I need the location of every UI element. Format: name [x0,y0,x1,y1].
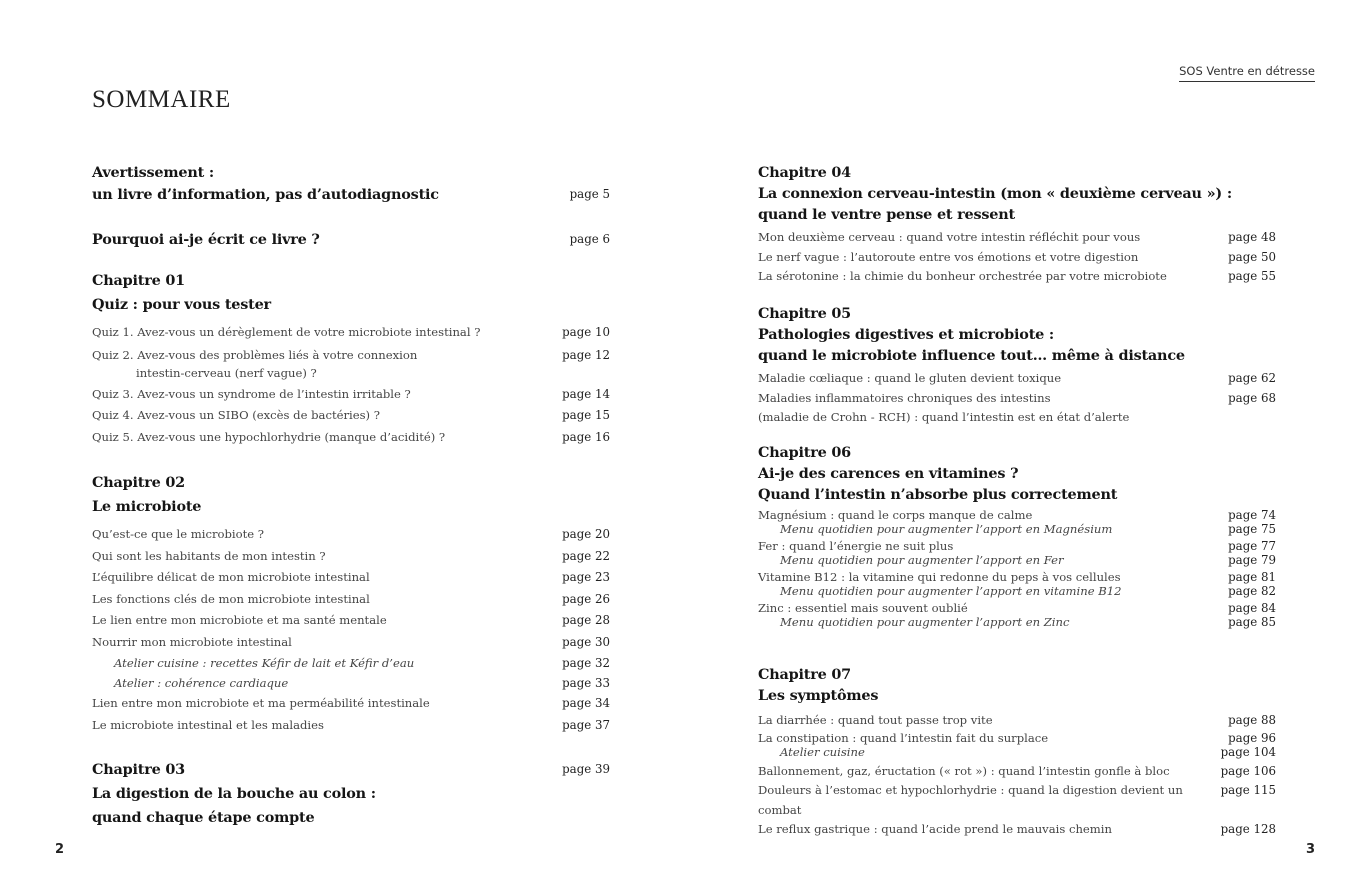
page-number: page 15 [562,408,610,422]
toc-entry-pourquoi [92,229,610,251]
page-number: page 30 [562,634,610,649]
chapter-title-line: La digestion de la bouche au colon : [92,785,376,802]
page-number: page 28 [562,613,610,627]
chapter-title-line: quand le microbiote influence tout… même à distance [758,347,1185,364]
chapter-07 [758,664,1276,840]
page-number: page 62 [1228,371,1276,385]
toc-item[interactable]: Les fonctions clés de mon microbiote intestinal page 26 [92,589,610,611]
toc-item[interactable]: La constipation : quand l’intestin fait du surplace page 96 [758,730,1276,745]
page-number: page 84 [1228,601,1276,615]
chapter-label: Chapitre 04 [758,164,851,181]
toc-item[interactable]: La diarrhée : quand tout passe trop vite page 88 [758,711,1276,731]
page-number: page 5 [569,187,610,201]
entry-title-line: Avertissement : [92,164,214,181]
page-number: page 50 [1228,249,1276,264]
page-number: page 33 [562,676,610,690]
toc-entry-avertissement [92,162,610,206]
chapter-items [758,711,1276,840]
chapter-items [758,228,1276,287]
toc-item[interactable]: Le microbiote intestinal et les maladies page 37 [92,715,610,737]
chapter-title-line: La connexion cerveau-intestin (mon « deuxième cerveau ») : [758,185,1232,202]
toc-item[interactable]: Mon deuxième cerveau : quand votre intestin réfléchit pour vous page 48 [758,228,1276,248]
chapter-label: Chapitre 02 [92,474,185,491]
chapter-label: Chapitre 01 [92,272,185,289]
toc-item[interactable]: Quiz 4. Avez-vous un SIBO (excès de bactéries) ? page 15 [92,405,610,427]
page-number: page 115 [1220,783,1276,797]
chapter-02 [92,472,610,736]
page-number: page 37 [562,717,610,732]
page-number: page 6 [569,232,610,246]
toc-item[interactable]: Qu’est-ce que le microbiote ? page 20 [92,524,610,546]
page-number: page 88 [1228,713,1276,727]
page-number: page 12 [562,347,610,362]
toc-subitem[interactable]: Atelier cuisine page 104 [780,744,1276,759]
chapter-label: Chapitre 03 [92,761,185,778]
page-number: page 75 [1228,522,1276,536]
toc-item[interactable]: L’équilibre délicat de mon microbiote intestinal page 23 [92,567,610,589]
toc-item[interactable]: Quiz 2. Avez-vous des problèmes liés à votre connexion intestin-cerveau (nerf vague) ? page 12 [92,347,610,380]
toc-item[interactable]: Lien entre mon microbiote et ma perméabilité intestinale page 34 [92,693,610,715]
toc-item[interactable]: Fer : quand l’énergie ne suit plus page 77 [758,539,1276,553]
page-title: SOMMAIRE [92,86,231,113]
toc-subitem[interactable]: Menu quotidien pour augmenter l’apport en vitamine B12 page 82 [780,584,1276,598]
toc-item[interactable]: La sérotonine : la chimie du bonheur orchestrée par votre microbiote page 55 [758,267,1276,287]
page-number: page 77 [1228,539,1276,553]
page-number: page 81 [1228,570,1276,584]
page-number: page 22 [562,548,610,563]
chapter-items [758,369,1276,428]
chapter-label: Chapitre 07 [758,666,851,683]
page-number: page 34 [562,696,610,710]
chapter-06 [758,442,1276,632]
chapter-items [92,322,610,448]
chapter-items [758,508,1276,630]
toc-item[interactable]: Magnésium : quand le corps manque de calme page 74 [758,508,1276,522]
page-number: page 26 [562,591,610,606]
toc-subitem[interactable]: Menu quotidien pour augmenter l’apport en Zinc page 85 [780,615,1276,629]
toc-subitem[interactable]: Menu quotidien pour augmenter l’apport en Fer page 79 [780,553,1276,567]
toc-item[interactable]: Vitamine B12 : la vitamine qui redonne du peps à vos cellules page 81 [758,570,1276,584]
chapter-05 [758,303,1276,428]
page-number: page 85 [1228,615,1276,629]
chapter-label: Chapitre 06 [758,444,851,461]
chapter-title-line: Pathologies digestives et microbiote : [758,326,1055,343]
page-number: page 32 [562,656,610,670]
toc-item[interactable]: Quiz 5. Avez-vous une hypochlorhydrie (manque d’acidité) ? page 16 [92,427,610,449]
toc-subitem[interactable]: Atelier : cohérence cardiaque page 33 [92,673,610,693]
toc-item[interactable]: Maladies inflammatoires chroniques des intestins (maladie de Crohn - RCH) : quand l’intestin est en état d’alerte page 68 [758,390,1276,424]
toc-item[interactable]: Le lien entre mon microbiote et ma santé mentale page 28 [92,610,610,632]
toc-item[interactable]: Quiz 3. Avez-vous un syndrome de l’intestin irritable ? page 14 [92,384,610,406]
page-number: page 20 [562,527,610,541]
toc-item[interactable]: Le reflux gastrique : quand l’acide prend le mauvais chemin page 128 [758,820,1276,840]
toc-item[interactable]: Qui sont les habitants de mon intestin ? page 22 [92,546,610,568]
page-number: page 55 [1228,269,1276,283]
page-number: page 10 [562,325,610,339]
chapter-title: Quiz : pour vous tester [92,296,271,313]
page-number: page 82 [1228,584,1276,598]
page-number: page 104 [1220,744,1276,759]
chapter-title: Les symptômes [758,687,879,704]
toc-item[interactable]: Zinc : essentiel mais souvent oublié page 84 [758,601,1276,615]
toc-subitem[interactable]: Menu quotidien pour augmenter l’apport en Magnésium page 75 [780,522,1276,536]
toc-item[interactable]: Maladie cœliaque : quand le gluten devient toxique page 62 [758,369,1276,389]
toc-item[interactable]: Quiz 1. Avez-vous un dérèglement de votre microbiote intestinal ? page 10 [92,322,610,344]
toc-item[interactable]: Douleurs à l’estomac et hypochlorhydrie : quand la digestion devient un combat page 115 [758,783,1276,817]
chapter-01 [92,270,610,448]
page-folio-right: 3 [1306,842,1316,857]
toc-item[interactable]: Nourrir mon microbiote intestinal page 30 [92,632,610,654]
page-number: page 106 [1220,763,1276,778]
toc-item[interactable]: Le nerf vague : l’autoroute entre vos émotions et votre digestion page 50 [758,248,1276,268]
entry-title-line: un livre d’information, pas d’autodiagnostic [92,186,439,203]
chapter-items [92,524,610,736]
entry-title: Pourquoi ai-je écrit ce livre ? [92,231,320,248]
page-number: page 128 [1220,822,1276,836]
running-head: SOS Ventre en détresse [1179,64,1315,82]
page-number: page 79 [1228,553,1276,567]
chapter-title-line: quand chaque étape compte [92,809,315,826]
chapter-title: Le microbiote [92,498,202,515]
page-number: page 16 [562,429,610,444]
page-number: page 39 [562,762,610,776]
chapter-title-line: Ai-je des carences en vitamines ? [758,465,1019,482]
page-number: page 48 [1228,230,1276,244]
page-number: page 68 [1228,390,1276,405]
page-number: page 14 [562,386,610,401]
chapter-label: Chapitre 05 [758,305,851,322]
page-number: page 96 [1228,730,1276,745]
page-folio-left: 2 [55,842,65,857]
chapter-title-line: Quand l’intestin n’absorbe plus correctement [758,486,1118,503]
chapter-04 [758,162,1276,287]
page-number: page 74 [1228,508,1276,522]
toc-subitem[interactable]: Atelier cuisine : recettes Kéfir de lait et Kéfir d’eau page 32 [92,653,610,673]
toc-item[interactable]: Ballonnement, gaz, éructation (« rot ») : quand l’intestin gonfle à bloc page 106 [758,762,1276,782]
page-number: page 23 [562,570,610,584]
chapter-title-line: quand le ventre pense et ressent [758,206,1015,223]
chapter-03 [92,759,610,829]
